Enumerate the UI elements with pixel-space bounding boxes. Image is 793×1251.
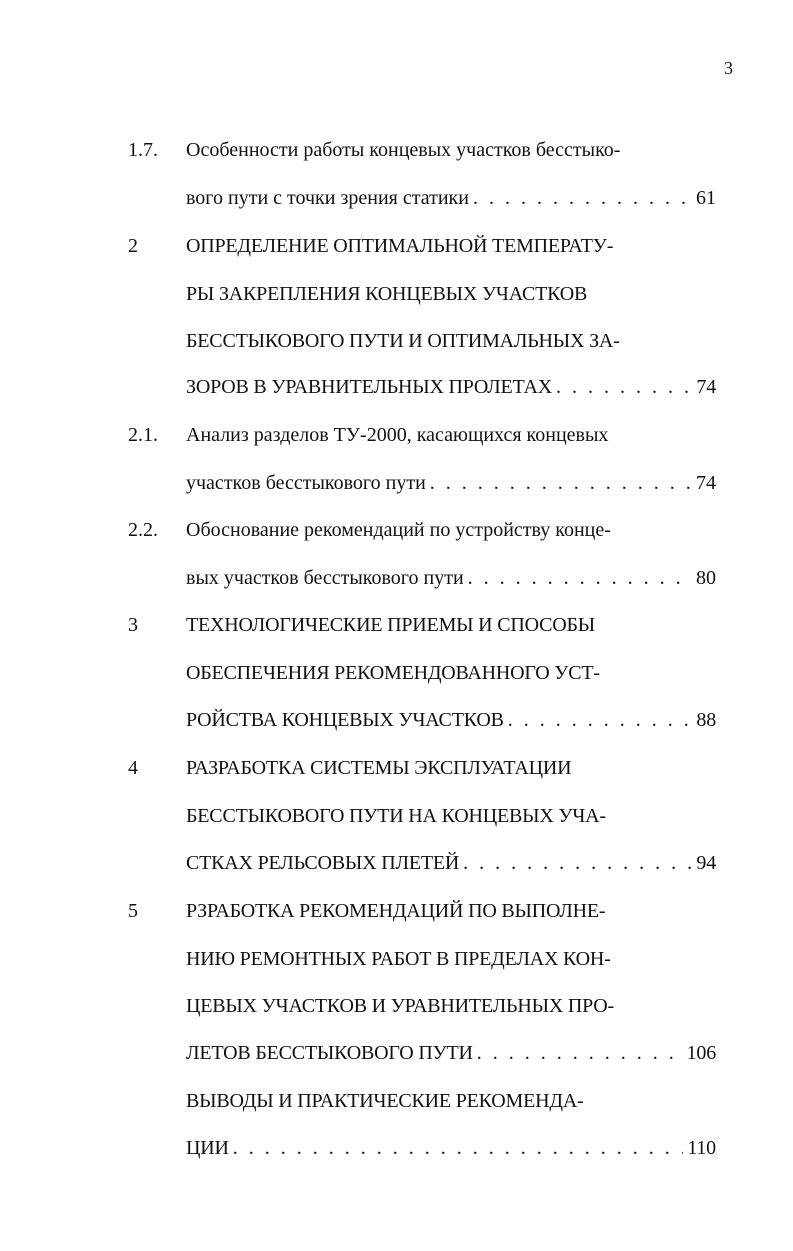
toc-entry-title-line	[186, 802, 716, 830]
toc-page-number: 80	[696, 567, 716, 589]
dot-leader	[430, 469, 692, 497]
toc-entry-title-line	[186, 421, 716, 449]
toc-entry-title-line	[186, 897, 716, 925]
toc-entry-text: Обоснование рекомендаций по устройству конце-	[186, 519, 611, 541]
toc-entry-title-line	[186, 659, 716, 687]
toc-entry-text: РАЗРАБОТКА СИСТЕМЫ ЭКСПЛУАТАЦИИ	[186, 757, 572, 779]
toc-entry-text: РЗРАБОТКА РЕКОМЕНДАЦИЙ ПО ВЫПОЛНЕ-	[186, 900, 606, 922]
toc-entry-text: ОБЕСПЕЧЕНИЯ РЕКОМЕНДОВАННОГО УСТ-	[186, 662, 600, 684]
dot-leader	[463, 849, 692, 877]
toc-entry-number: 2.1.	[128, 424, 158, 446]
toc-entry-title-line	[186, 1087, 716, 1115]
toc-entry-last-line	[186, 1134, 716, 1162]
toc-entry-title-line	[186, 945, 716, 973]
toc-page-number: 74	[696, 472, 716, 494]
toc-entry-text: ЦЕВЫХ УЧАСТКОВ И УРАВНИТЕЛЬНЫХ ПРО-	[186, 995, 614, 1017]
toc-entry-title-line	[186, 280, 716, 308]
toc-entry-number: 4	[128, 757, 138, 779]
toc-entry-last-line	[186, 184, 716, 212]
toc-entry-title-line	[186, 136, 716, 164]
toc-entry-title-line	[186, 327, 716, 355]
toc-entry-text: БЕССТЫКОВОГО ПУТИ НА КОНЦЕВЫХ УЧА-	[186, 805, 606, 827]
toc-entry-title-line	[186, 754, 716, 782]
toc-entry-text: ВЫВОДЫ И ПРАКТИЧЕСКИЕ РЕКОМЕНДА-	[186, 1090, 584, 1112]
toc-page-number: 106	[686, 1042, 716, 1064]
toc-entry-last-line	[186, 1039, 716, 1067]
toc-entry-text: Особенности работы концевых участков бесстыко-	[186, 139, 621, 161]
toc-entry-text: участков бесстыкового пути	[186, 472, 426, 494]
toc-page-number: 94	[696, 852, 716, 874]
toc-page-number: 61	[696, 187, 716, 209]
toc-entry-text: СТКАХ РЕЛЬСОВЫХ ПЛЕТЕЙ	[186, 852, 460, 874]
toc-entry-text: ЦИИ	[186, 1137, 229, 1159]
toc-page-number: 74	[696, 376, 716, 398]
dot-leader	[556, 373, 692, 401]
toc-page-number: 110	[687, 1137, 716, 1159]
toc-entry-text: ОПРЕДЕЛЕНИЕ ОПТИМАЛЬНОЙ ТЕМПЕРАТУ-	[186, 235, 614, 257]
toc-entry-title-line	[186, 611, 716, 639]
toc-entry-number: 2	[128, 235, 138, 257]
dot-leader	[468, 564, 692, 592]
toc-entry-title-line	[186, 232, 716, 260]
toc-entry-number: 2.2.	[128, 519, 158, 541]
toc-entry-number: 3	[128, 614, 138, 636]
toc-entry-text: БЕССТЫКОВОГО ПУТИ И ОПТИМАЛЬНЫХ ЗА-	[186, 330, 620, 352]
toc-entry-text: НИЮ РЕМОНТНЫХ РАБОТ В ПРЕДЕЛАХ КОН-	[186, 948, 611, 970]
toc-entry-last-line	[186, 469, 716, 497]
toc-entry-last-line	[186, 373, 716, 401]
toc-entry-text: вого пути с точки зрения статики	[186, 187, 469, 209]
toc-entry-last-line	[186, 564, 716, 592]
dot-leader	[233, 1134, 684, 1162]
dot-leader	[473, 184, 692, 212]
toc-entry-title-line	[186, 992, 716, 1020]
toc-entry-text: Анализ разделов ТУ-2000, касающихся концевых	[186, 424, 609, 446]
toc-entry-text: РЫ ЗАКРЕПЛЕНИЯ КОНЦЕВЫХ УЧАСТКОВ	[186, 283, 588, 305]
toc-entry-text: ТЕХНОЛОГИЧЕСКИЕ ПРИЕМЫ И СПОСОБЫ	[186, 614, 596, 636]
dot-leader	[477, 1039, 683, 1067]
toc-page-number: 88	[696, 709, 716, 731]
toc-entry-text: вых участков бесстыкового пути	[186, 567, 464, 589]
toc-entry-text: РОЙСТВА КОНЦЕВЫХ УЧАСТКОВ	[186, 709, 504, 731]
toc-entry-number: 5	[128, 900, 138, 922]
toc-entry-text: ЛЕТОВ БЕССТЫКОВОГО ПУТИ	[186, 1042, 473, 1064]
toc-entry-last-line	[186, 706, 716, 734]
dot-leader	[508, 706, 693, 734]
page-number: 3	[724, 58, 733, 78]
toc-entry-title-line	[186, 516, 716, 544]
toc-entry-text: ЗОРОВ В УРАВНИТЕЛЬНЫХ ПРОЛЕТАХ	[186, 376, 553, 398]
toc-entry-last-line	[186, 849, 716, 877]
toc-entry-number: 1.7.	[128, 139, 158, 161]
